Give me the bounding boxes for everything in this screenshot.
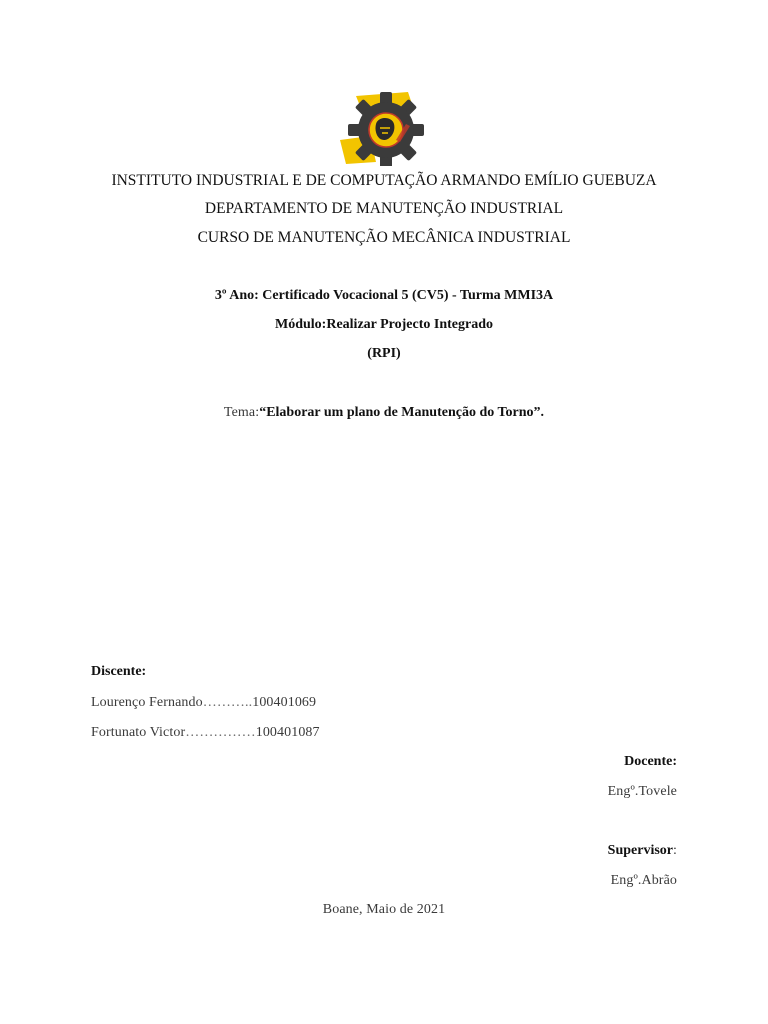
theme-line [0, 405, 768, 421]
module-name: Realizar Projecto Integrado [326, 317, 493, 332]
module-line [0, 317, 768, 333]
module-abbreviation: (RPI) [367, 346, 401, 361]
institution-name: INSTITUTO INDUSTRIAL E DE COMPUTAÇÃO ARMANDO EMÍLIO GUEBUZA [111, 172, 657, 189]
gear-emblem-icon [334, 90, 434, 166]
year-line: 3º Ano: Certificado Vocacional 5 (CV5) - Turma MMI3A [214, 288, 554, 303]
students-heading: Discente: [91, 664, 147, 679]
teacher-heading: Docente: [624, 754, 677, 769]
supervisor-heading-line [608, 843, 677, 859]
student-row [91, 695, 316, 711]
supervisor-name: Engº.Abrão [610, 873, 677, 888]
student-name: Lourenço Fernando [91, 695, 203, 710]
theme-title: “Elaborar um plano de Manutenção do Torno”. [259, 405, 545, 420]
student-name: Fortunato Victor [91, 725, 186, 740]
student-dots: …………… [185, 725, 256, 740]
student-number: 100401087 [255, 725, 320, 740]
school-logo [334, 90, 434, 166]
module-label: Módulo: [275, 317, 327, 332]
department-name: DEPARTAMENTO DE MANUTENÇÃO INDUSTRIAL [204, 200, 564, 217]
student-dots: ……….. [202, 695, 253, 710]
teacher-name: Engº.Tovele [607, 784, 677, 799]
place-date: Boane, Maio de 2021 [322, 902, 446, 917]
student-row [91, 725, 320, 741]
student-number: 100401069 [252, 695, 317, 710]
supervisor-colon: : [673, 843, 677, 858]
course-name: CURSO DE MANUTENÇÃO MECÂNICA INDUSTRIAL [197, 229, 571, 246]
supervisor-heading: Supervisor [607, 843, 673, 858]
theme-label: Tema: [223, 405, 260, 420]
